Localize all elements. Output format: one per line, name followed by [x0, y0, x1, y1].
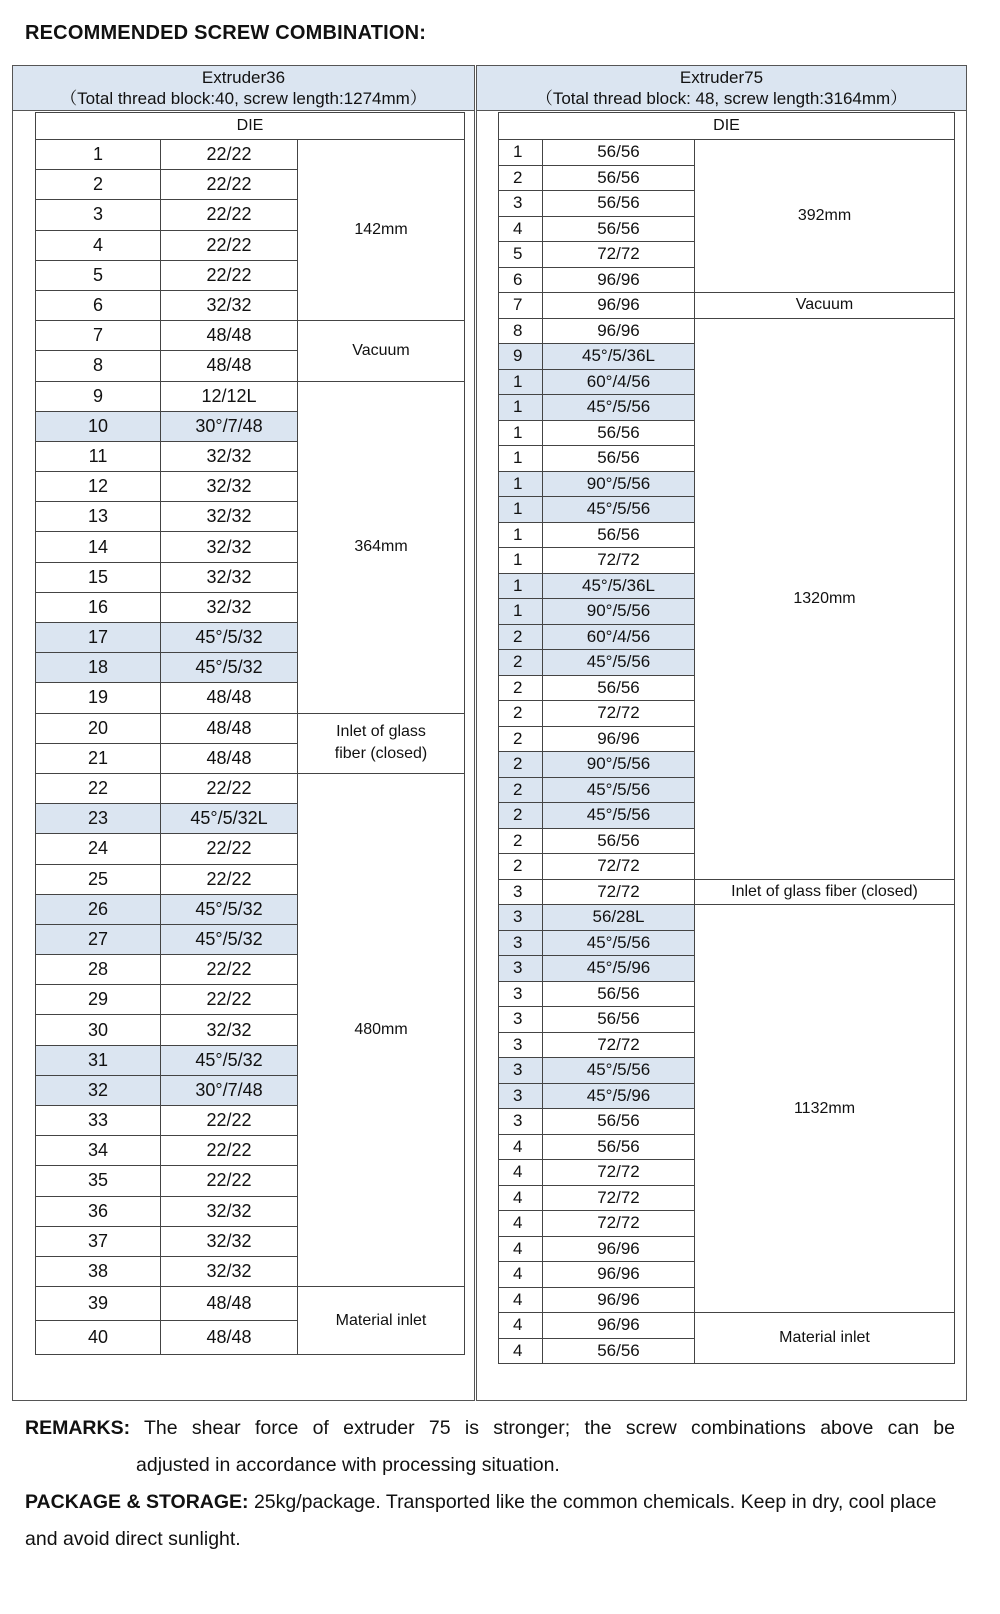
block-number: 1 [499, 369, 543, 395]
screw-element: 45°/5/96 [543, 1083, 695, 1109]
block-number: 29 [36, 985, 161, 1015]
screw-element: 60°/4/56 [543, 624, 695, 650]
block-number: 37 [36, 1226, 161, 1256]
screw-element: 56/56 [543, 1134, 695, 1160]
screw-element: 90°/5/56 [543, 599, 695, 625]
zone-segment: 1320mm [695, 318, 955, 879]
zone-segment: 1132mm [695, 905, 955, 1313]
block-number: 15 [36, 562, 161, 592]
screw-element: 32/32 [161, 1015, 298, 1045]
screw-element: 72/72 [543, 242, 695, 268]
screw-element: 22/22 [161, 140, 298, 170]
block-number: 1 [499, 420, 543, 446]
screw-element: 56/56 [543, 420, 695, 446]
block-number: 3 [499, 1083, 543, 1109]
block-number: 1 [499, 140, 543, 166]
block-number: 25 [36, 864, 161, 894]
remarks-text: The shear force of extruder 75 is stronger; the screw combinations above can be [130, 1417, 955, 1439]
remarks-section [25, 1410, 955, 1558]
screw-element: 32/32 [161, 1196, 298, 1226]
screw-element: 56/56 [543, 828, 695, 854]
screw-element: 96/96 [543, 1236, 695, 1262]
screw-element: 56/56 [543, 1109, 695, 1135]
table-row [499, 879, 955, 905]
block-number: 2 [499, 854, 543, 880]
block-number: 1 [36, 140, 161, 170]
block-number: 3 [499, 1007, 543, 1033]
block-number: 23 [36, 804, 161, 834]
table-row [499, 905, 955, 931]
block-number: 1 [499, 446, 543, 472]
block-number: 4 [499, 1313, 543, 1339]
block-number: 1 [499, 471, 543, 497]
screw-element: 56/28L [543, 905, 695, 931]
screw-element: 45°/5/56 [543, 777, 695, 803]
screw-element: 22/22 [161, 773, 298, 803]
screw-element: 45°/5/96 [543, 956, 695, 982]
block-number: 1 [499, 548, 543, 574]
block-number: 8 [499, 318, 543, 344]
screw-element: 45°/5/56 [543, 930, 695, 956]
screw-element: 48/48 [161, 1287, 298, 1321]
screw-element: 45°/5/32 [161, 1045, 298, 1075]
screw-element: 32/32 [161, 441, 298, 471]
block-number: 3 [499, 956, 543, 982]
screw-element: 32/32 [161, 592, 298, 622]
screw-element: 45°/5/56 [543, 497, 695, 523]
screw-element: 30°/7/48 [161, 1075, 298, 1105]
screw-element: 32/32 [161, 1256, 298, 1286]
extruder36-panel [12, 65, 475, 1401]
screw-element: 45°/5/32 [161, 653, 298, 683]
block-number: 3 [499, 1058, 543, 1084]
extruder36-name: Extruder36 [201, 68, 286, 87]
table-row [36, 773, 465, 803]
extruder75-name: Extruder75 [679, 68, 764, 87]
screw-element: 12/12L [161, 381, 298, 411]
block-number: 9 [36, 381, 161, 411]
screw-element: 45°/5/36L [543, 344, 695, 370]
screw-element: 45°/5/32 [161, 894, 298, 924]
screw-element: 96/96 [543, 726, 695, 752]
screw-element: 96/96 [543, 267, 695, 293]
block-number: 4 [499, 1211, 543, 1237]
table-row [499, 293, 955, 319]
block-number: 4 [499, 1236, 543, 1262]
block-number: 4 [499, 1287, 543, 1313]
zone-segment: Inlet of glass fiber (closed) [695, 879, 955, 905]
screw-element: 72/72 [543, 1032, 695, 1058]
block-number: 2 [499, 675, 543, 701]
block-number: 10 [36, 411, 161, 441]
screw-element: 56/56 [543, 1338, 695, 1364]
screw-element: 56/56 [543, 981, 695, 1007]
block-number: 21 [36, 743, 161, 773]
screw-element: 32/32 [161, 562, 298, 592]
block-number: 4 [499, 1160, 543, 1186]
screw-element: 56/56 [543, 216, 695, 242]
remarks-line-2: adjusted in accordance with processing situation. [136, 1454, 560, 1476]
block-number: 32 [36, 1075, 161, 1105]
block-number: 2 [499, 752, 543, 778]
screw-element: 48/48 [161, 743, 298, 773]
block-number: 13 [36, 502, 161, 532]
block-number: 2 [36, 170, 161, 200]
block-number: 1 [499, 395, 543, 421]
screw-element: 32/32 [161, 532, 298, 562]
screw-element: 72/72 [543, 1185, 695, 1211]
remarks-line [25, 1410, 955, 1447]
block-number: 17 [36, 623, 161, 653]
extruder36-table [35, 112, 465, 1355]
screw-element: 45°/5/56 [543, 395, 695, 421]
package-text: 25kg/package. Transported like the common chemicals. Keep in dry, cool place and avoid direct sunlight. [25, 1491, 937, 1550]
die-label: DIE [499, 113, 955, 140]
block-number: 22 [36, 773, 161, 803]
zone-segment: 364mm [298, 381, 465, 713]
screw-element: 96/96 [543, 1287, 695, 1313]
screw-element: 56/56 [543, 675, 695, 701]
block-number: 1 [499, 497, 543, 523]
screw-element: 22/22 [161, 260, 298, 290]
block-number: 6 [499, 267, 543, 293]
block-number: 3 [499, 191, 543, 217]
screw-element: 72/72 [543, 1211, 695, 1237]
screw-element: 56/56 [543, 446, 695, 472]
screw-element: 48/48 [161, 683, 298, 713]
screw-element: 45°/5/56 [543, 1058, 695, 1084]
screw-element: 22/22 [161, 834, 298, 864]
block-number: 26 [36, 894, 161, 924]
screw-element: 22/22 [161, 864, 298, 894]
block-number: 2 [499, 165, 543, 191]
block-number: 3 [499, 1032, 543, 1058]
block-number: 18 [36, 653, 161, 683]
zone-segment: Vacuum [695, 293, 955, 319]
block-number: 35 [36, 1166, 161, 1196]
zone-segment: Vacuum [298, 321, 465, 381]
screw-element: 96/96 [543, 1313, 695, 1339]
block-number: 6 [36, 290, 161, 320]
block-number: 1 [499, 599, 543, 625]
screw-element: 56/56 [543, 1007, 695, 1033]
block-number: 34 [36, 1136, 161, 1166]
block-number: 2 [499, 726, 543, 752]
screw-element: 90°/5/56 [543, 752, 695, 778]
block-number: 2 [499, 650, 543, 676]
block-number: 7 [499, 293, 543, 319]
block-number: 3 [499, 930, 543, 956]
extruder75-panel [476, 65, 967, 1401]
screw-element: 56/56 [543, 191, 695, 217]
screw-element: 32/32 [161, 1226, 298, 1256]
block-number: 9 [499, 344, 543, 370]
screw-element: 22/22 [161, 1166, 298, 1196]
screw-element: 45°/5/56 [543, 650, 695, 676]
block-number: 2 [499, 624, 543, 650]
block-number: 16 [36, 592, 161, 622]
zone-segment: Inlet of glass fiber (closed) [298, 713, 465, 773]
table-row [36, 381, 465, 411]
screw-element: 96/96 [543, 1262, 695, 1288]
screw-element: 32/32 [161, 472, 298, 502]
block-number: 11 [36, 441, 161, 471]
table-row [499, 1313, 955, 1339]
block-number: 4 [36, 230, 161, 260]
table-row [499, 318, 955, 344]
screw-element: 96/96 [543, 293, 695, 319]
extruder36-subtitle: （Total thread block:40, screw length:1274mm） [60, 89, 427, 108]
block-number: 30 [36, 1015, 161, 1045]
extruder75-subtitle: （Total thread block: 48, screw length:3164mm） [535, 89, 908, 108]
block-number: 4 [499, 1134, 543, 1160]
screw-element: 45°/5/32 [161, 623, 298, 653]
screw-element: 48/48 [161, 713, 298, 743]
block-number: 19 [36, 683, 161, 713]
screw-element: 72/72 [543, 854, 695, 880]
screw-element: 22/22 [161, 985, 298, 1015]
screw-element: 56/56 [543, 522, 695, 548]
block-number: 3 [499, 1109, 543, 1135]
extruder36-header [13, 66, 474, 111]
block-number: 28 [36, 955, 161, 985]
block-number: 20 [36, 713, 161, 743]
block-number: 5 [36, 260, 161, 290]
table-row [36, 140, 465, 170]
block-number: 4 [499, 216, 543, 242]
screw-element: 48/48 [161, 1321, 298, 1355]
block-number: 7 [36, 321, 161, 351]
block-number: 36 [36, 1196, 161, 1226]
block-number: 3 [36, 200, 161, 230]
block-number: 2 [499, 701, 543, 727]
screw-element: 22/22 [161, 1136, 298, 1166]
block-number: 14 [36, 532, 161, 562]
screw-element: 48/48 [161, 351, 298, 381]
screw-element: 45°/5/36L [543, 573, 695, 599]
package-storage [25, 1484, 955, 1558]
block-number: 2 [499, 803, 543, 829]
remarks-label: REMARKS: [25, 1417, 131, 1439]
screw-element: 22/22 [161, 1106, 298, 1136]
screw-element: 22/22 [161, 170, 298, 200]
screw-element: 32/32 [161, 502, 298, 532]
zone-segment: 392mm [695, 140, 955, 293]
block-number: 2 [499, 777, 543, 803]
screw-element: 30°/7/48 [161, 411, 298, 441]
screw-element: 72/72 [543, 701, 695, 727]
screw-element: 72/72 [543, 879, 695, 905]
block-number: 40 [36, 1321, 161, 1355]
screw-element: 22/22 [161, 230, 298, 260]
zone-segment: Material inlet [695, 1313, 955, 1364]
block-number: 33 [36, 1106, 161, 1136]
screw-element: 56/56 [543, 165, 695, 191]
extruder75-table [498, 112, 955, 1364]
table-row [36, 1287, 465, 1321]
screw-element: 48/48 [161, 321, 298, 351]
screw-element: 56/56 [543, 140, 695, 166]
block-number: 12 [36, 472, 161, 502]
zone-segment: Material inlet [298, 1287, 465, 1355]
block-number: 38 [36, 1256, 161, 1286]
screw-element: 72/72 [543, 1160, 695, 1186]
block-number: 3 [499, 879, 543, 905]
block-number: 3 [499, 905, 543, 931]
block-number: 1 [499, 522, 543, 548]
screw-element: 45°/5/56 [543, 803, 695, 829]
block-number: 31 [36, 1045, 161, 1075]
block-number: 4 [499, 1338, 543, 1364]
die-label: DIE [36, 113, 465, 140]
block-number: 3 [499, 981, 543, 1007]
table-row [36, 321, 465, 351]
screw-element: 96/96 [543, 318, 695, 344]
extruder75-header [477, 66, 966, 111]
package-label: PACKAGE & STORAGE: [25, 1491, 249, 1513]
screw-element: 22/22 [161, 955, 298, 985]
block-number: 39 [36, 1287, 161, 1321]
screw-element: 72/72 [543, 548, 695, 574]
block-number: 2 [499, 828, 543, 854]
screw-element: 90°/5/56 [543, 471, 695, 497]
block-number: 5 [499, 242, 543, 268]
block-number: 4 [499, 1262, 543, 1288]
table-row [36, 713, 465, 743]
block-number: 4 [499, 1185, 543, 1211]
screw-element: 22/22 [161, 200, 298, 230]
block-number: 27 [36, 924, 161, 954]
zone-segment: 480mm [298, 773, 465, 1286]
screw-element: 32/32 [161, 290, 298, 320]
zone-segment: 142mm [298, 140, 465, 321]
block-number: 24 [36, 834, 161, 864]
screw-element: 45°/5/32 [161, 924, 298, 954]
table-row [499, 140, 955, 166]
screw-element: 45°/5/32L [161, 804, 298, 834]
block-number: 1 [499, 573, 543, 599]
block-number: 8 [36, 351, 161, 381]
screw-element: 60°/4/56 [543, 369, 695, 395]
page-title: RECOMMENDED SCREW COMBINATION: [25, 22, 427, 44]
